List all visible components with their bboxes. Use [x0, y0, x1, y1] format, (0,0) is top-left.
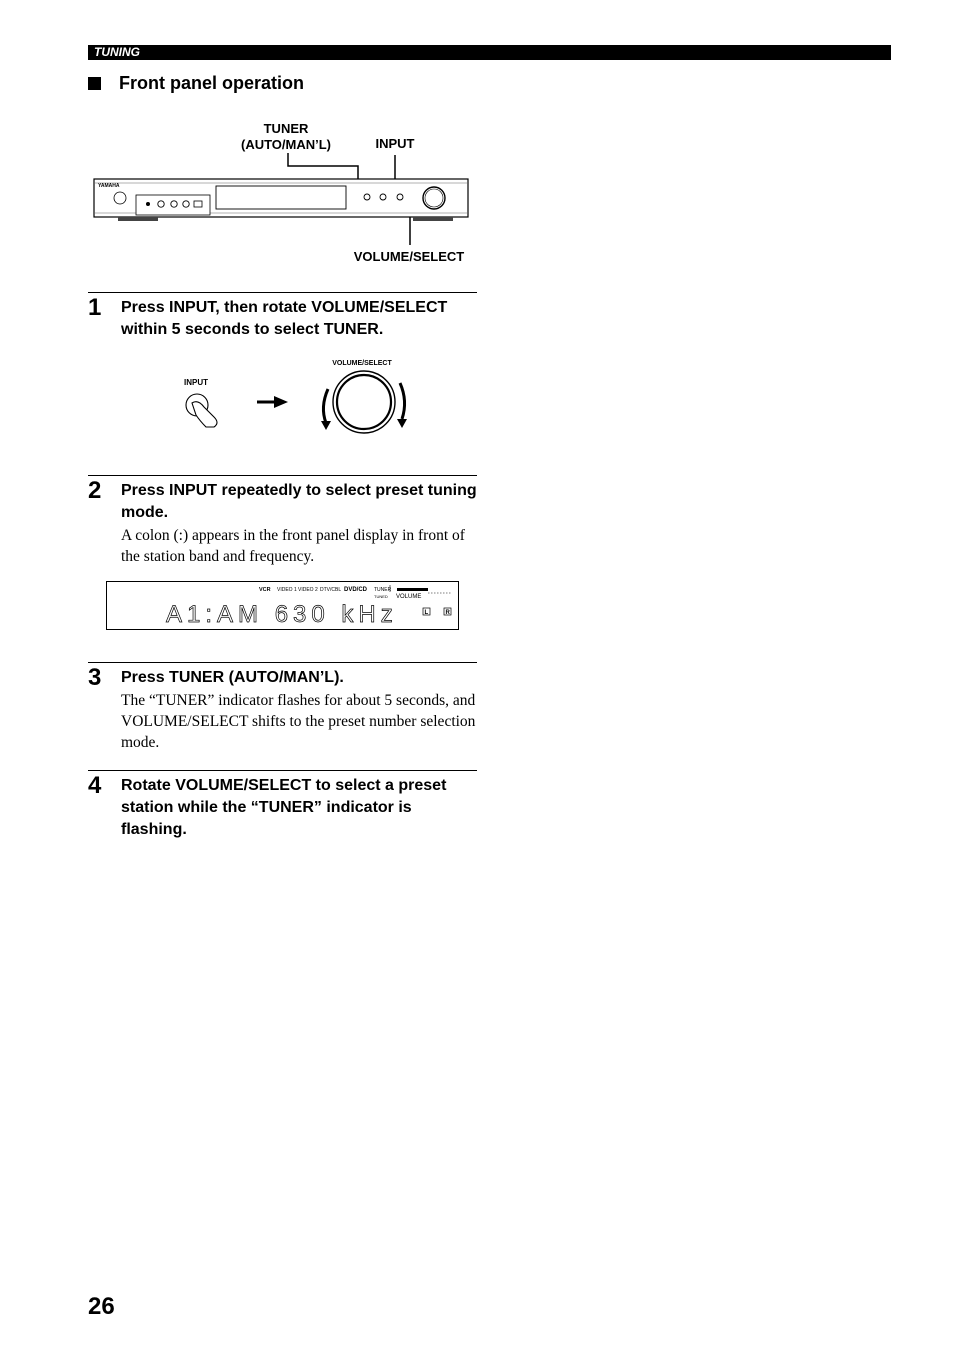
step1-volume-label: VOLUME/SELECT: [332, 360, 392, 367]
page-number: 26: [88, 1293, 115, 1320]
yamaha-logo: YAMAHA: [98, 183, 120, 189]
front-panel-diagram: [88, 150, 478, 250]
input-button: [397, 194, 403, 200]
volume-knob-rotate-icon: [321, 371, 407, 433]
step1-input-label: INPUT: [184, 378, 208, 387]
step-heading: Press INPUT repeatedly to select preset tuning mode.: [121, 482, 477, 521]
input-label: INPUT: [375, 136, 415, 151]
step-body: The “TUNER” indicator flashes for about 5 seconds, and VOLUME/SELECT shifts to the preset number selection mode.: [121, 692, 476, 751]
power-button: [114, 192, 126, 204]
indicator-tuner: TUNER: [374, 587, 392, 593]
step-heading: Press TUNER (AUTO/MAN’L).: [121, 669, 344, 686]
step-heading: Rotate VOLUME/SELECT to select a preset station while the “TUNER” indicator is flashing.: [121, 777, 447, 838]
front-display-readout: [106, 581, 459, 630]
step-heading: Press INPUT, then rotate VOLUME/SELECT within 5 seconds to select TUNER.: [121, 299, 448, 338]
tuner-label-line2: (AUTO/MAN’L): [240, 137, 332, 152]
display-readout-text: A1:AM 630 kHz: [166, 601, 398, 628]
step-number: 4: [88, 772, 102, 799]
indicator-video1: VIDEO 1: [277, 587, 297, 593]
step1-diagram: [170, 355, 420, 440]
step-divider: [88, 770, 477, 771]
square-bullet-icon: [88, 77, 101, 90]
step-number: 1: [88, 294, 102, 321]
step-divider: [88, 475, 477, 476]
indicator-tuned: TUNED: [374, 594, 388, 599]
finger-press-icon: [186, 394, 217, 427]
indicator-dvd-cd: DVD/CD: [344, 587, 368, 593]
indicator-vcr: VCR: [259, 587, 271, 593]
step-body: A colon (:) appears in the front panel display in front of the station band and frequency.: [121, 527, 465, 565]
step-number: 3: [88, 664, 102, 691]
memory-button: [380, 194, 386, 200]
front-display: [216, 186, 346, 209]
step-divider: [88, 662, 477, 663]
tuner-label: [226, 121, 346, 153]
section-header-bar: [88, 45, 891, 60]
section-tab-label: TUNING: [94, 45, 140, 59]
arrow-right-icon: [257, 396, 288, 408]
left-channel-indicator: L: [424, 610, 429, 616]
step-number: 2: [88, 477, 102, 504]
section-title: [88, 73, 304, 94]
step-divider: [88, 292, 477, 293]
indicator-dtv-cbl: DTV/CBL: [320, 587, 342, 593]
volume-select-knob: [423, 187, 445, 209]
volume-select-label: VOLUME/SELECT: [353, 249, 465, 264]
indicator-volume: VOLUME: [396, 594, 422, 600]
tuner-button: [364, 194, 370, 200]
right-channel-indicator: R: [445, 610, 450, 616]
tuner-label-line1: TUNER: [263, 121, 309, 136]
indicator-video2: VIDEO 2: [298, 587, 318, 593]
section-title-text: Front panel operation: [119, 73, 305, 93]
